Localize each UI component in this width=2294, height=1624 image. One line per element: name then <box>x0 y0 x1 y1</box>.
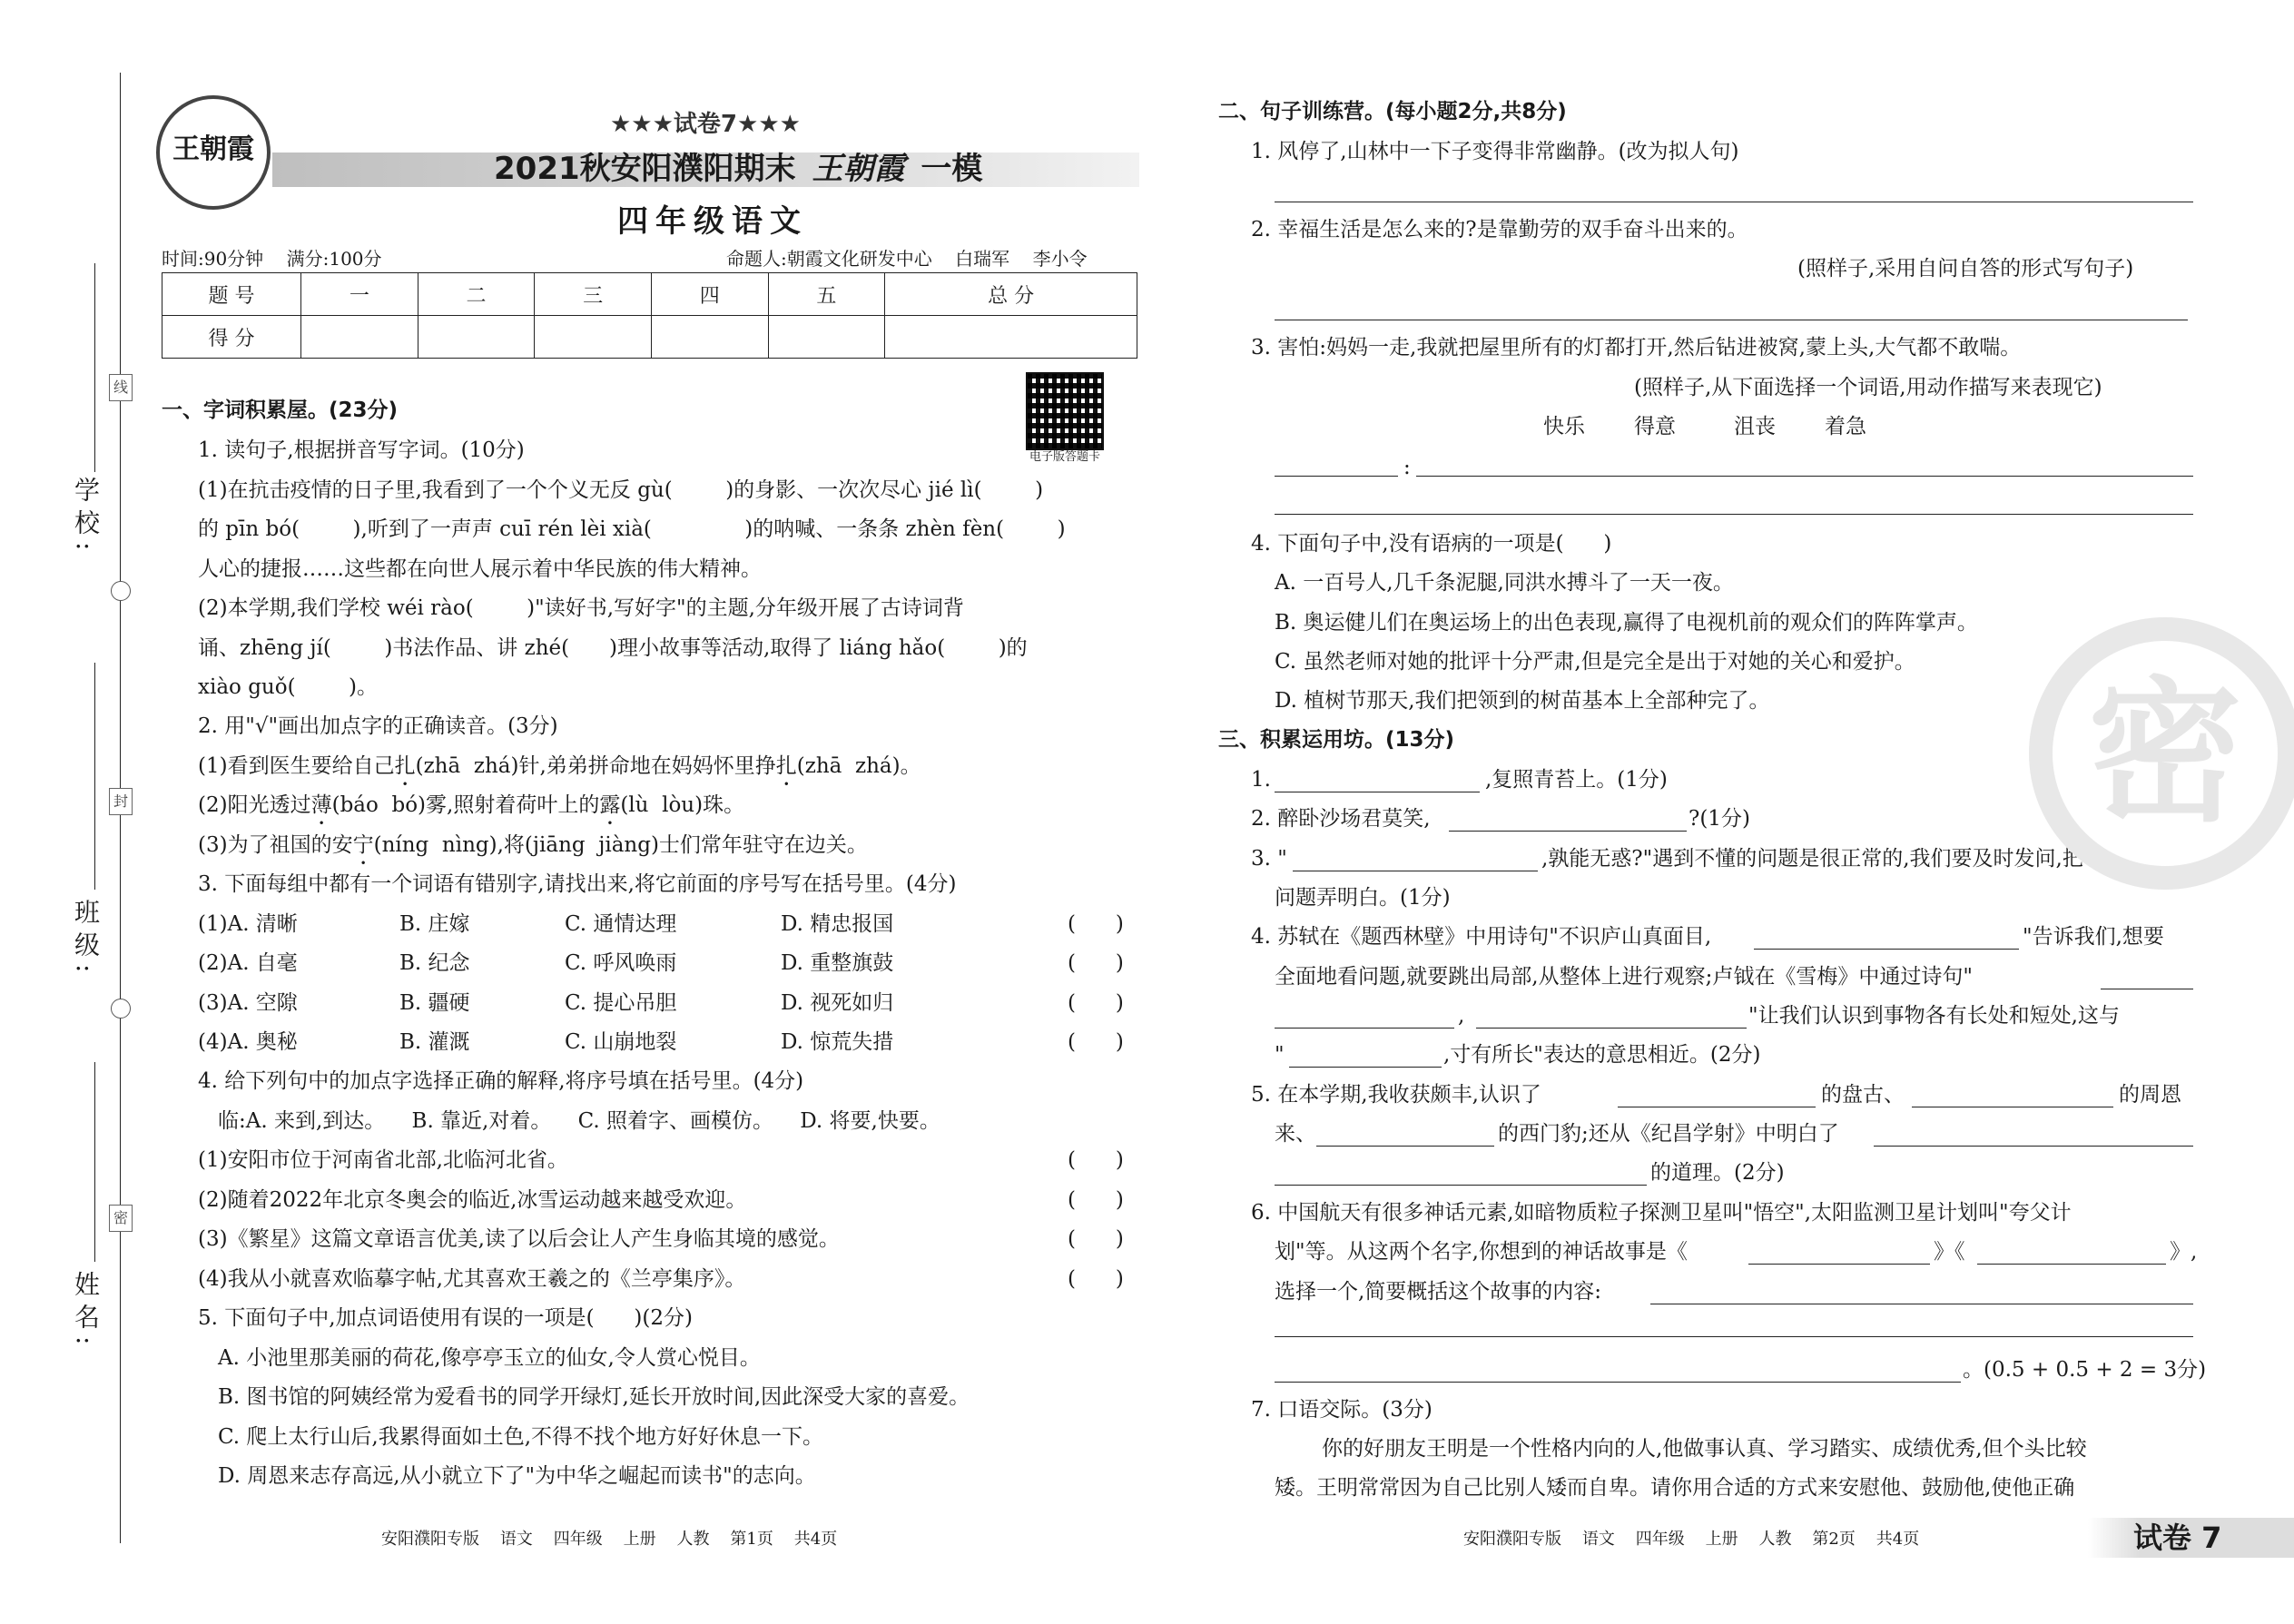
s3-q6-score: 。(0.5 + 0.5 + 2 = 3分) <box>1963 1358 2207 1382</box>
score-cell: 三 <box>535 273 652 316</box>
blank[interactable] <box>1912 1081 2113 1107</box>
q4-answer-paren[interactable]: ( ) <box>1068 1188 1124 1212</box>
blank[interactable] <box>1449 805 1687 832</box>
q3-prompt: 3. 下面每组中都有一个词语有错别字,请找出来,将它前面的序号写在括号里。(4分) <box>198 872 957 896</box>
q2-dotted-char: 扎 <box>394 754 416 778</box>
s2-q2: 2. 幸福生活是怎么来的?是靠勤劳的双手奋斗出来的。 <box>1251 218 1748 241</box>
s3-q7-text: 你的好朋友王明是一个性格内向的人,他做事认真、学习踏实、成绩优秀,但个头比较 <box>1322 1437 2087 1461</box>
section-1-title: 一、字词积累屋。(23分) <box>162 399 399 422</box>
confidential-stamp <box>2029 617 2294 890</box>
q4-item: (1)安阳市位于河南省北部,北临河北省。 <box>198 1148 568 1172</box>
s2-q3: 3. 害怕:妈妈一走,我就把屋里所有的灯都打开,然后钻进被窝,蒙上头,大气都不敢喘。 <box>1251 336 2022 359</box>
left-footer: 安阳濮阳专版 语文 四年级 上册 人教 第1页 共4页 <box>381 1530 838 1549</box>
answer-line[interactable] <box>1275 1336 2193 1337</box>
q4-answer-paren[interactable]: ( ) <box>1068 1267 1124 1291</box>
q3-option: C. 通情达理 <box>565 912 677 936</box>
q4-item: (3)《繁星》这篇文章语言优美,读了以后会让人产生身临其境的感觉。 <box>198 1227 840 1251</box>
q3-answer-paren[interactable]: ( ) <box>1068 1030 1124 1054</box>
q3-option: B. 纪念 <box>399 951 470 975</box>
q1-line: 的 pīn bó( ),听到了一声声 cuī rén lèi xià( )的呐喊、一条条 zhèn fèn( ) <box>198 517 1066 541</box>
section-3-title: 三、积累运用坊。(13分) <box>1218 728 1455 752</box>
s3-q1-text: ,复照青苔上。(1分) <box>1485 768 1668 792</box>
score-input[interactable] <box>535 316 652 359</box>
colon: : <box>1403 456 1411 479</box>
binding-mark-feng: 封 <box>109 788 133 815</box>
s3-q4-text: 全面地看问题,就要跳出局部,从整体上进行观察;卢钺在《雪梅》中通过诗句" <box>1275 965 1973 989</box>
exam-title <box>494 149 982 189</box>
q1-line: (2)本学期,我们学校 wéi rào( )"读好书,写好字"的主题,分年级开展了古诗词背 <box>198 596 964 620</box>
binding-mark-xian: 线 <box>109 374 133 401</box>
score-row-label: 得 分 <box>162 316 301 359</box>
class-label: 班级: <box>71 899 101 980</box>
s2-q1: 1. 风停了,山林中一下子变得非常幽静。(改为拟人句) <box>1251 140 1739 163</box>
s3-q2-tail: ?(1分) <box>1689 807 1750 831</box>
q3-option: (3)A. 空隙 <box>198 991 298 1015</box>
s2-q3-hint: (照样子,从下面选择一个词语,用动作描写来表现它) <box>1634 376 2102 399</box>
score-cell: 题 号 <box>162 273 301 316</box>
q1-prompt: 1. 读句子,根据拼音写字词。(10分) <box>198 438 525 462</box>
s3-q6-text: 》, <box>2170 1240 2198 1264</box>
blank[interactable] <box>2101 963 2193 989</box>
school-label: 学校: <box>71 477 101 558</box>
s2-q4-option: D. 植树节那天,我们把领到的树苗基本上全部种完了。 <box>1275 689 1770 713</box>
q5-option: D. 周恩来志存高远,从小就立下了"为中华之崛起而读书"的志向。 <box>218 1464 816 1488</box>
binding-mark-mi: 密 <box>109 1205 133 1232</box>
binding-hole-2 <box>111 999 131 1019</box>
q4-answer-paren[interactable]: ( ) <box>1068 1148 1124 1172</box>
q1-line: 诵、zhēng jí( )书法作品、讲 zhé( )理小故事等活动,取得了 liáng hǎo( )的 <box>198 636 1028 660</box>
title-suffix: 一模 <box>921 151 983 187</box>
s3-q6-text: 选择一个,简要概括这个故事的内容: <box>1275 1280 1602 1304</box>
s3-q7-text: 矮。王明常常因为自己比别人矮而自卑。请你用合适的方式来安慰他、鼓励他,使他正确 <box>1275 1476 2075 1500</box>
q1-line: 人心的捷报……这些都在向世人展示着中华民族的伟大精神。 <box>198 557 762 581</box>
s3-q7-title: 7. 口语交际。(3分) <box>1251 1398 1433 1422</box>
s3-q3-num: 3. " <box>1251 847 1287 871</box>
q2-item-3 <box>198 832 868 870</box>
s3-q6-text: 6. 中国航天有很多神话元素,如暗物质粒子探测卫星叫"悟空",太阳监测卫星计划叫"夸父计 <box>1251 1201 2072 1225</box>
q2-text: (níng nìng),将 <box>373 833 525 857</box>
score-cell: 二 <box>418 273 535 316</box>
blank[interactable] <box>1275 1159 1647 1186</box>
q3-option: B. 灌溉 <box>399 1030 470 1054</box>
score-input[interactable] <box>651 316 768 359</box>
q2-dotted-char: 扎 <box>775 754 797 778</box>
s3-q4-text: , <box>1458 1004 1465 1028</box>
s2-q4: 4. 下面句子中,没有语病的一项是( ) <box>1251 532 1612 556</box>
blank[interactable] <box>1275 766 1480 792</box>
score-header-row <box>162 273 1137 316</box>
q2-text: (2)阳光透过 <box>198 793 311 817</box>
q3-option: D. 惊荒失措 <box>781 1030 894 1054</box>
subject-title: 四年级语文 <box>617 203 808 240</box>
blank[interactable] <box>1476 1002 1747 1029</box>
q4-answer-paren[interactable]: ( ) <box>1068 1227 1124 1251</box>
q2-text: (jiāng jiàng)士们常年驻守在边关。 <box>524 833 868 857</box>
blank[interactable] <box>1650 1278 2193 1304</box>
q2-dotted-char: 露 <box>599 793 621 817</box>
q2-text: (báo bó)雾,照射着荷叶上的 <box>331 793 600 817</box>
blank[interactable] <box>1289 1041 1442 1068</box>
q3-answer-paren[interactable]: ( ) <box>1068 951 1124 975</box>
q1-line: xiào guǒ( )。 <box>198 675 379 699</box>
score-cell: 一 <box>301 273 418 316</box>
answer-line[interactable] <box>1275 514 2193 515</box>
score-value-row <box>162 316 1137 359</box>
blank[interactable] <box>1977 1238 2166 1265</box>
q4-prompt: 4. 给下列句中的加点字选择正确的解释,将序号填在括号里。(4分) <box>198 1069 804 1093</box>
q3-option: B. 庄嫁 <box>399 912 470 936</box>
blank[interactable] <box>1874 1120 2193 1147</box>
school-blank[interactable] <box>94 263 95 472</box>
qr-code[interactable] <box>1026 372 1104 450</box>
q2-text: (zhā zhá)针,弟弟拼命地在妈妈怀里挣 <box>415 754 776 778</box>
q2-item-1 <box>198 753 921 791</box>
q4-definition: 临:A. 来到,到达。 B. 靠近,对着。 C. 照着字、画模仿。 D. 将要,快要。 <box>218 1109 940 1133</box>
q3-answer-paren[interactable]: ( ) <box>1068 991 1124 1015</box>
score-input[interactable] <box>768 316 885 359</box>
q3-option: (1)A. 清晰 <box>198 912 298 936</box>
score-cell: 五 <box>768 273 885 316</box>
s2-q2-hint: (照样子,采用自问自答的形式写句子) <box>1797 257 2134 281</box>
q2-text: (lù lòu)珠。 <box>620 793 745 817</box>
title-text: 2021秋安阳濮阳期末 <box>494 151 796 187</box>
q2-dotted-char: 薄 <box>310 793 332 817</box>
author-info: 命题人:朝霞文化研发中心 白瑞军 李小令 <box>726 248 1088 270</box>
brand-text: 王朝霞 <box>812 151 905 187</box>
word-choice[interactable]: 得意 <box>1634 415 1676 438</box>
q2-text: (zhā zhá)。 <box>796 754 921 778</box>
paper-tag: 试卷 7 <box>2133 1521 2222 1555</box>
word-choice[interactable]: 着急 <box>1825 415 1866 438</box>
s3-q6-text: 》《 <box>1934 1240 1965 1264</box>
s3-q5-text: 的盘古、 <box>1821 1083 1905 1107</box>
answer-line[interactable] <box>1275 476 1398 477</box>
class-blank[interactable] <box>94 663 95 890</box>
blank[interactable] <box>1618 1081 1816 1107</box>
s3-q5-text: 5. 在本学期,我收获颇丰,认识了 <box>1251 1083 1541 1107</box>
q3-option: C. 呼风唤雨 <box>565 951 677 975</box>
s3-q2-text: 2. 醉卧沙场君莫笑, <box>1251 807 1431 831</box>
score-input[interactable] <box>301 316 418 359</box>
time-info: 时间:90分钟 满分:100分 <box>162 248 382 270</box>
score-input[interactable] <box>885 316 1137 359</box>
binding-hole-1 <box>111 581 131 601</box>
s2-q4-option: C. 虽然老师对她的批评十分严肃,但是完全是出于对她的关心和爱护。 <box>1275 650 1915 674</box>
s3-q6-text: 划"等。从这两个名字,你想到的神话故事是《 <box>1275 1240 1688 1264</box>
s3-q5-text: 的西门豹;还从《纪昌学射》中明白了 <box>1498 1122 1839 1146</box>
s3-q5-text: 来、 <box>1275 1122 1316 1146</box>
blank[interactable] <box>1293 845 1538 871</box>
s3-q3-text: ,孰能无惑?"遇到不懂的问题是很正常的,我们要及时发问,把 <box>1541 847 2083 871</box>
right-footer: 安阳濮阳专版 语文 四年级 上册 人教 第2页 共4页 <box>1463 1530 1920 1549</box>
qr-caption: 电子版答题卡 <box>1029 450 1101 464</box>
q4-item: (2)随着2022年北京冬奥会的临近,冰雪运动越来越受欢迎。 <box>198 1188 747 1212</box>
s2-q4-option: B. 奥运健儿们在奥运场上的出色表现,赢得了电视机前的观众们的阵阵掌声。 <box>1275 611 1978 635</box>
s3-q1-num: 1. <box>1251 768 1271 792</box>
q3-option: D. 重整旗鼓 <box>781 951 894 975</box>
q2-prompt: 2. 用"√"画出加点字的正确读音。(3分) <box>198 714 558 738</box>
score-table <box>162 272 1137 359</box>
q5-prompt: 5. 下面句子中,加点词语使用有误的一项是( )(2分) <box>198 1306 693 1330</box>
exam-badge: ★★★试卷7★★★ <box>610 111 801 138</box>
score-cell: 总 分 <box>885 273 1137 316</box>
s3-q3-text: 问题弄明白。(1分) <box>1275 886 1451 910</box>
q1-line: (1)在抗击疫情的日子里,我看到了一个个义无反 gù( )的身影、一次次尽心 jié lì( ) <box>198 478 1044 502</box>
s3-q4-text: ,寸有所长"表达的意思相近。(2分) <box>1443 1043 1761 1067</box>
q3-option: C. 提心吊胆 <box>565 991 677 1015</box>
q3-option: (2)A. 自毫 <box>198 951 298 975</box>
s3-q4-text: 4. 苏轼在《题西林壁》中用诗句"不识庐山真面目, <box>1251 925 1712 949</box>
blank[interactable] <box>1275 1356 1961 1383</box>
section-2-title: 二、句子训练营。(每小题2分,共8分) <box>1218 100 1567 123</box>
s3-q4-text: " <box>1275 1043 1285 1067</box>
q2-dotted-char: 宁 <box>352 833 374 857</box>
logo-text: 王朝霞 <box>172 133 254 165</box>
q5-option: A. 小池里那美丽的荷花,像亭亭玉立的仙女,令人赏心悦目。 <box>218 1346 761 1370</box>
q5-option: B. 图书馆的阿姨经常为爱看书的同学开绿灯,延长开放时间,因此深受大家的喜爱。 <box>218 1385 970 1409</box>
name-label: 姓名: <box>71 1271 101 1353</box>
answer-line[interactable] <box>1416 476 2193 477</box>
q3-answer-paren[interactable]: ( ) <box>1068 912 1124 936</box>
s3-q5-text: 的周恩 <box>2119 1083 2181 1107</box>
q3-option: B. 疆硬 <box>399 991 470 1015</box>
q2-text: (3)为了祖国的安 <box>198 833 353 857</box>
blank[interactable] <box>1275 1002 1454 1029</box>
word-choice[interactable]: 快乐 <box>1543 415 1585 438</box>
s3-q4-text: "让我们认识到事物各有长处和短处,这与 <box>1748 1004 2120 1028</box>
blank[interactable] <box>1316 1120 1494 1147</box>
q5-option: C. 爬上太行山后,我累得面如土色,不得不找个地方好好休息一下。 <box>218 1425 824 1449</box>
q2-item-2 <box>198 792 744 830</box>
word-choice[interactable]: 沮丧 <box>1734 415 1776 438</box>
score-input[interactable] <box>418 316 535 359</box>
q3-option: (4)A. 奥秘 <box>198 1030 298 1054</box>
s3-q5-text: 的道理。(2分) <box>1650 1161 1785 1185</box>
q3-option: D. 精忠报国 <box>781 912 894 936</box>
q2-text: (1)看到医生要给自己 <box>198 754 395 778</box>
score-cell: 四 <box>651 273 768 316</box>
s2-q4-option: A. 一百号人,几千条泥腿,同洪水搏斗了一天一夜。 <box>1275 571 1734 595</box>
s3-q4-text: "告诉我们,想要 <box>2023 925 2164 949</box>
stamp-text: 密 <box>2087 664 2242 843</box>
blank[interactable] <box>1754 923 2019 950</box>
q3-option: C. 山崩地裂 <box>565 1030 677 1054</box>
q3-option: D. 视死如归 <box>781 991 894 1015</box>
q4-item: (4)我从小就喜欢临摹字帖,尤其喜欢王羲之的《兰亭集序》。 <box>198 1267 746 1291</box>
brand-logo <box>156 95 271 210</box>
blank[interactable] <box>1748 1238 1930 1265</box>
name-blank[interactable] <box>94 1062 95 1262</box>
